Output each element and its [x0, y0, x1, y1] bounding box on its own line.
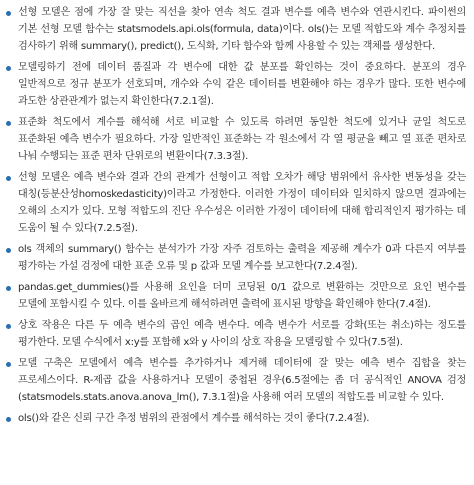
- bullet-text: 모델 구축은 모델에서 예측 변수를 추가하거나 제거해 데이터에 잘 맞는 예측 변수 집합을 찾는 프로세스이다. R-제곱 값을 사용하거나 모델이 중첩된 경우(6.5절에는 좀 더 공식적인 ANOVA 검정(statsmodels.stats.anova.anova_lm(), 7.3.1절)을 사용해 여러 모델의 적합도를 비교할 수 있다.: [18, 358, 466, 403]
- bullet-item-interactions: [4, 317, 466, 351]
- bullet-dot-icon: [6, 417, 11, 422]
- bullet-item-assumptions: [4, 169, 466, 237]
- bullet-dot-icon: [6, 286, 11, 291]
- bullet-item-model-building: [4, 355, 466, 406]
- bullet-text: 상호 작용은 다른 두 예측 변수의 곱인 예측 변수다. 예측 변수가 서로를 강화(또는 취소)하는 정도를 평가한다. 모델 수식에서 x:y를 포함해 x와 y 사이의 상호 작용을 모델링할 수 있다(7.5절).: [18, 320, 466, 348]
- bullet-item-data-quality: [4, 59, 466, 110]
- bullet-dot-icon: [6, 66, 11, 71]
- bullet-text: 선형 모델은 예측 변수와 결과 간의 관계가 선형이고 적합 오차가 해당 범위에서 유사한 변동성을 갖는 대칭(등분산성homoskedasticity)이라고 가정한다. 이러한 가정이 데이터와 일치하지 않으면 결과에는 오해의 소지가 있다. 모형 적합도의 진단 우수성은 이러한 가정이 데이터에 대해 합리적인지 평가하는 데 도움이 될 수 있다(7.2.5절).: [18, 172, 466, 234]
- bullet-item-linear-model: [4, 4, 466, 55]
- bullet-item-dummies: [4, 279, 466, 313]
- bullet-item-standardization: [4, 114, 466, 165]
- bullet-dot-icon: [6, 11, 11, 16]
- bullet-item-summary-function: [4, 241, 466, 275]
- bullet-text: 선형 모델은 점에 가장 잘 맞는 직선을 찾아 연속 척도 결과 변수를 예측 변수와 연관시킨다. 파이썬의 기본 선형 모델 함수는 statsmodels.api.ols(formula, data)이다. ols()는 모델 적합도와 계수 추정치를 검사하기 위해 summary(), predict(), 도식화, 기타 함수와 함께 사용할 수 있는 객체를 생성한다.: [18, 7, 466, 52]
- bullet-dot-icon: [6, 324, 11, 329]
- bullet-text: 표준화 척도에서 계수를 해석해 서로 비교할 수 있도록 하려면 동일한 척도에 있거나 균일 척도로 표준화된 예측 변수가 필요하다. 가장 일반적인 표준화는 각 원소에서 각 열 평균을 빼고 열 표준 편차로 나눠 수행되는 표준 편차 단위로의 변환이다(7.3.3절).: [18, 117, 466, 162]
- bullet-text: ols 객체의 summary() 함수는 분석가가 가장 자주 검토하는 출력을 제공해 계수가 0과 다른지 여부를 평가하는 가설 검정에 대한 표준 오류 및 p 값과 모델 계수를 보고한다(7.2.4절).: [18, 244, 466, 272]
- bullet-text: 모델링하기 전에 데이터 품질과 각 변수에 대한 값 분포를 확인하는 것이 중요하다. 분포의 경우 일반적으로 정규 분포가 선호되며, 개수와 수익 같은 데이터를 변환해야 하는 경우가 많다. 또한 변수에 과도한 상관관계가 없는지 확인한다(7.2.1절).: [18, 62, 466, 107]
- bullet-text: ols()와 같은 신뢰 구간 추정 범위의 관점에서 계수를 해석하는 것이 좋다(7.2.4절).: [18, 413, 370, 424]
- bullet-dot-icon: [6, 362, 11, 367]
- bullet-dot-icon: [6, 176, 11, 181]
- summary-bullet-list: [4, 4, 466, 427]
- bullet-dot-icon: [6, 121, 11, 126]
- bullet-item-confidence-intervals: [4, 410, 466, 427]
- bullet-dot-icon: [6, 248, 11, 253]
- bullet-text: pandas.get_dummies()를 사용해 요인을 더미 코딩된 0/1 값으로 변환하는 것만으로 요인 변수를 모델에 포함시킬 수 있다. 이를 올바르게 해석하려면 출력에 표시된 방향을 확인해야 한다(7.4절).: [18, 282, 466, 310]
